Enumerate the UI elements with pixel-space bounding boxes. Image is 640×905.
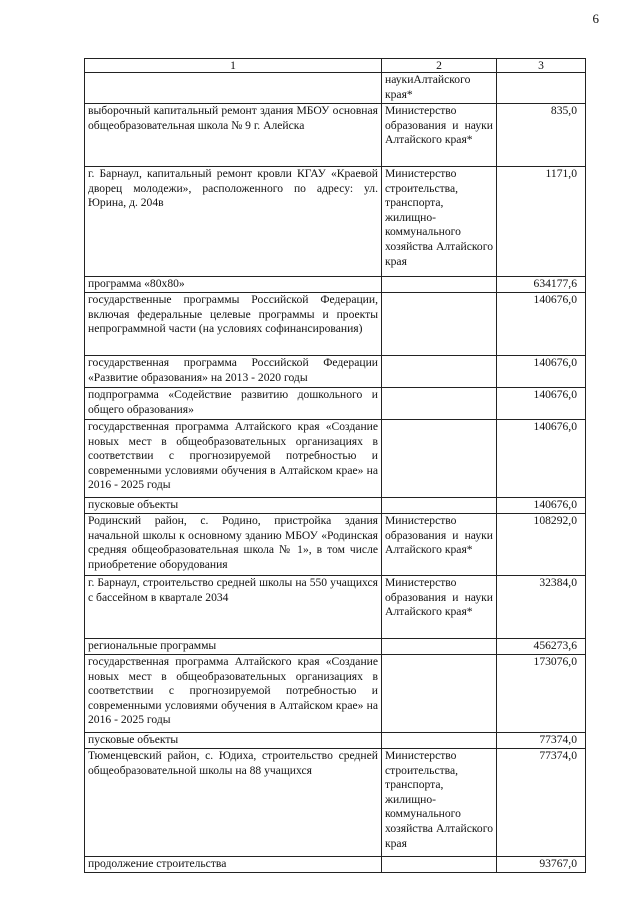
table-row bbox=[85, 576, 586, 639]
row-responsible: наукиАлтайского края* bbox=[382, 73, 497, 104]
row-title: государственные программы Российской Федерации, включая федеральные целевые программы и проекты непрограммной части (на условиях софинансирования) bbox=[85, 293, 382, 356]
row-title: Родинский район, с. Родино, пристройка здания начальной школы к основному зданию МБОУ «Родинская средняя общеобразовательная школа № 1», в том числе приобретение оборудования bbox=[85, 514, 382, 576]
row-title: государственная программа Российской Федерации «Развитие образования» на 2013 - 2020 годы bbox=[85, 356, 382, 388]
row-title: г. Барнаул, строительство средней школы на 550 учащихся с бассейном в квартале 2034 bbox=[85, 576, 382, 639]
row-amount: 140676,0 bbox=[497, 498, 586, 514]
row-amount: 173076,0 bbox=[497, 655, 586, 733]
page-number: 6 bbox=[592, 11, 599, 26]
table-row bbox=[85, 104, 586, 167]
row-responsible: Министерство образования и науки Алтайского края* bbox=[382, 576, 497, 639]
row-title: продолжение строительства bbox=[85, 857, 382, 873]
row-title: региональные программы bbox=[85, 639, 382, 655]
row-responsible bbox=[382, 293, 497, 356]
table-row bbox=[85, 420, 586, 498]
table-row bbox=[85, 514, 586, 576]
budget-table bbox=[84, 58, 586, 873]
row-title: государственная программа Алтайского края «Создание новых мест в общеобразовательных организациях в соответствии с прогнозируемой потребностью и современными условиями обучения в Алтайском крае» на 2016 - 2025 годы bbox=[85, 655, 382, 733]
row-title: Тюменцевский район, с. Юдиха, строительство средней общеобразовательной школы на 88 учащихся bbox=[85, 749, 382, 857]
table-row bbox=[85, 388, 586, 420]
table-row bbox=[85, 277, 586, 293]
row-responsible bbox=[382, 733, 497, 749]
row-title: пусковые объекты bbox=[85, 733, 382, 749]
row-title bbox=[85, 73, 382, 104]
row-title: программа «80х80» bbox=[85, 277, 382, 293]
row-responsible bbox=[382, 498, 497, 514]
table-row bbox=[85, 655, 586, 733]
table-row bbox=[85, 167, 586, 277]
row-title: государственная программа Алтайского края «Создание новых мест в общеобразовательных организациях в соответствии с прогнозируемой потребностью и современными условиями обучения в Алтайском крае» на 2016 - 2025 годы bbox=[85, 420, 382, 498]
row-title: выборочный капитальный ремонт здания МБОУ основная общеобразовательная школа № 9 г. Алейска bbox=[85, 104, 382, 167]
row-title: пусковые объекты bbox=[85, 498, 382, 514]
row-responsible bbox=[382, 388, 497, 420]
row-amount: 140676,0 bbox=[497, 420, 586, 498]
row-amount: 93767,0 bbox=[497, 857, 586, 873]
row-responsible: Министерство строительства, транспорта, жилищно-коммунального хозяйства Алтайского края bbox=[382, 167, 497, 277]
row-amount: 634177,6 bbox=[497, 277, 586, 293]
row-amount: 456273,6 bbox=[497, 639, 586, 655]
row-responsible: Министерство образования и науки Алтайского края* bbox=[382, 104, 497, 167]
row-responsible bbox=[382, 277, 497, 293]
row-responsible: Министерство образования и науки Алтайского края* bbox=[382, 514, 497, 576]
table-row bbox=[85, 733, 586, 749]
row-responsible bbox=[382, 420, 497, 498]
row-amount: 140676,0 bbox=[497, 388, 586, 420]
table-header-row bbox=[85, 59, 586, 73]
column-header-1: 1 bbox=[85, 59, 382, 73]
row-amount: 140676,0 bbox=[497, 356, 586, 388]
column-header-2: 2 bbox=[382, 59, 497, 73]
row-title: подпрограмма «Содействие развитию дошкольного и общего образования» bbox=[85, 388, 382, 420]
row-amount: 140676,0 bbox=[497, 293, 586, 356]
row-amount bbox=[497, 73, 586, 104]
row-responsible bbox=[382, 639, 497, 655]
table-row bbox=[85, 293, 586, 356]
column-header-3: 3 bbox=[497, 59, 586, 73]
row-responsible: Министерство строительства, транспорта, жилищно-коммунального хозяйства Алтайского края bbox=[382, 749, 497, 857]
row-amount: 77374,0 bbox=[497, 733, 586, 749]
table-row bbox=[85, 639, 586, 655]
table-row bbox=[85, 73, 586, 104]
row-amount: 835,0 bbox=[497, 104, 586, 167]
row-responsible bbox=[382, 356, 497, 388]
row-amount: 1171,0 bbox=[497, 167, 586, 277]
row-amount: 32384,0 bbox=[497, 576, 586, 639]
table-row bbox=[85, 857, 586, 873]
row-amount: 108292,0 bbox=[497, 514, 586, 576]
table-row bbox=[85, 498, 586, 514]
table-row bbox=[85, 356, 586, 388]
table-row bbox=[85, 749, 586, 857]
row-responsible bbox=[382, 655, 497, 733]
row-title: г. Барнаул, капитальный ремонт кровли КГАУ «Краевой дворец молодежи», расположенного по адресу: ул. Юрина, д. 204в bbox=[85, 167, 382, 277]
row-amount: 77374,0 bbox=[497, 749, 586, 857]
row-responsible bbox=[382, 857, 497, 873]
